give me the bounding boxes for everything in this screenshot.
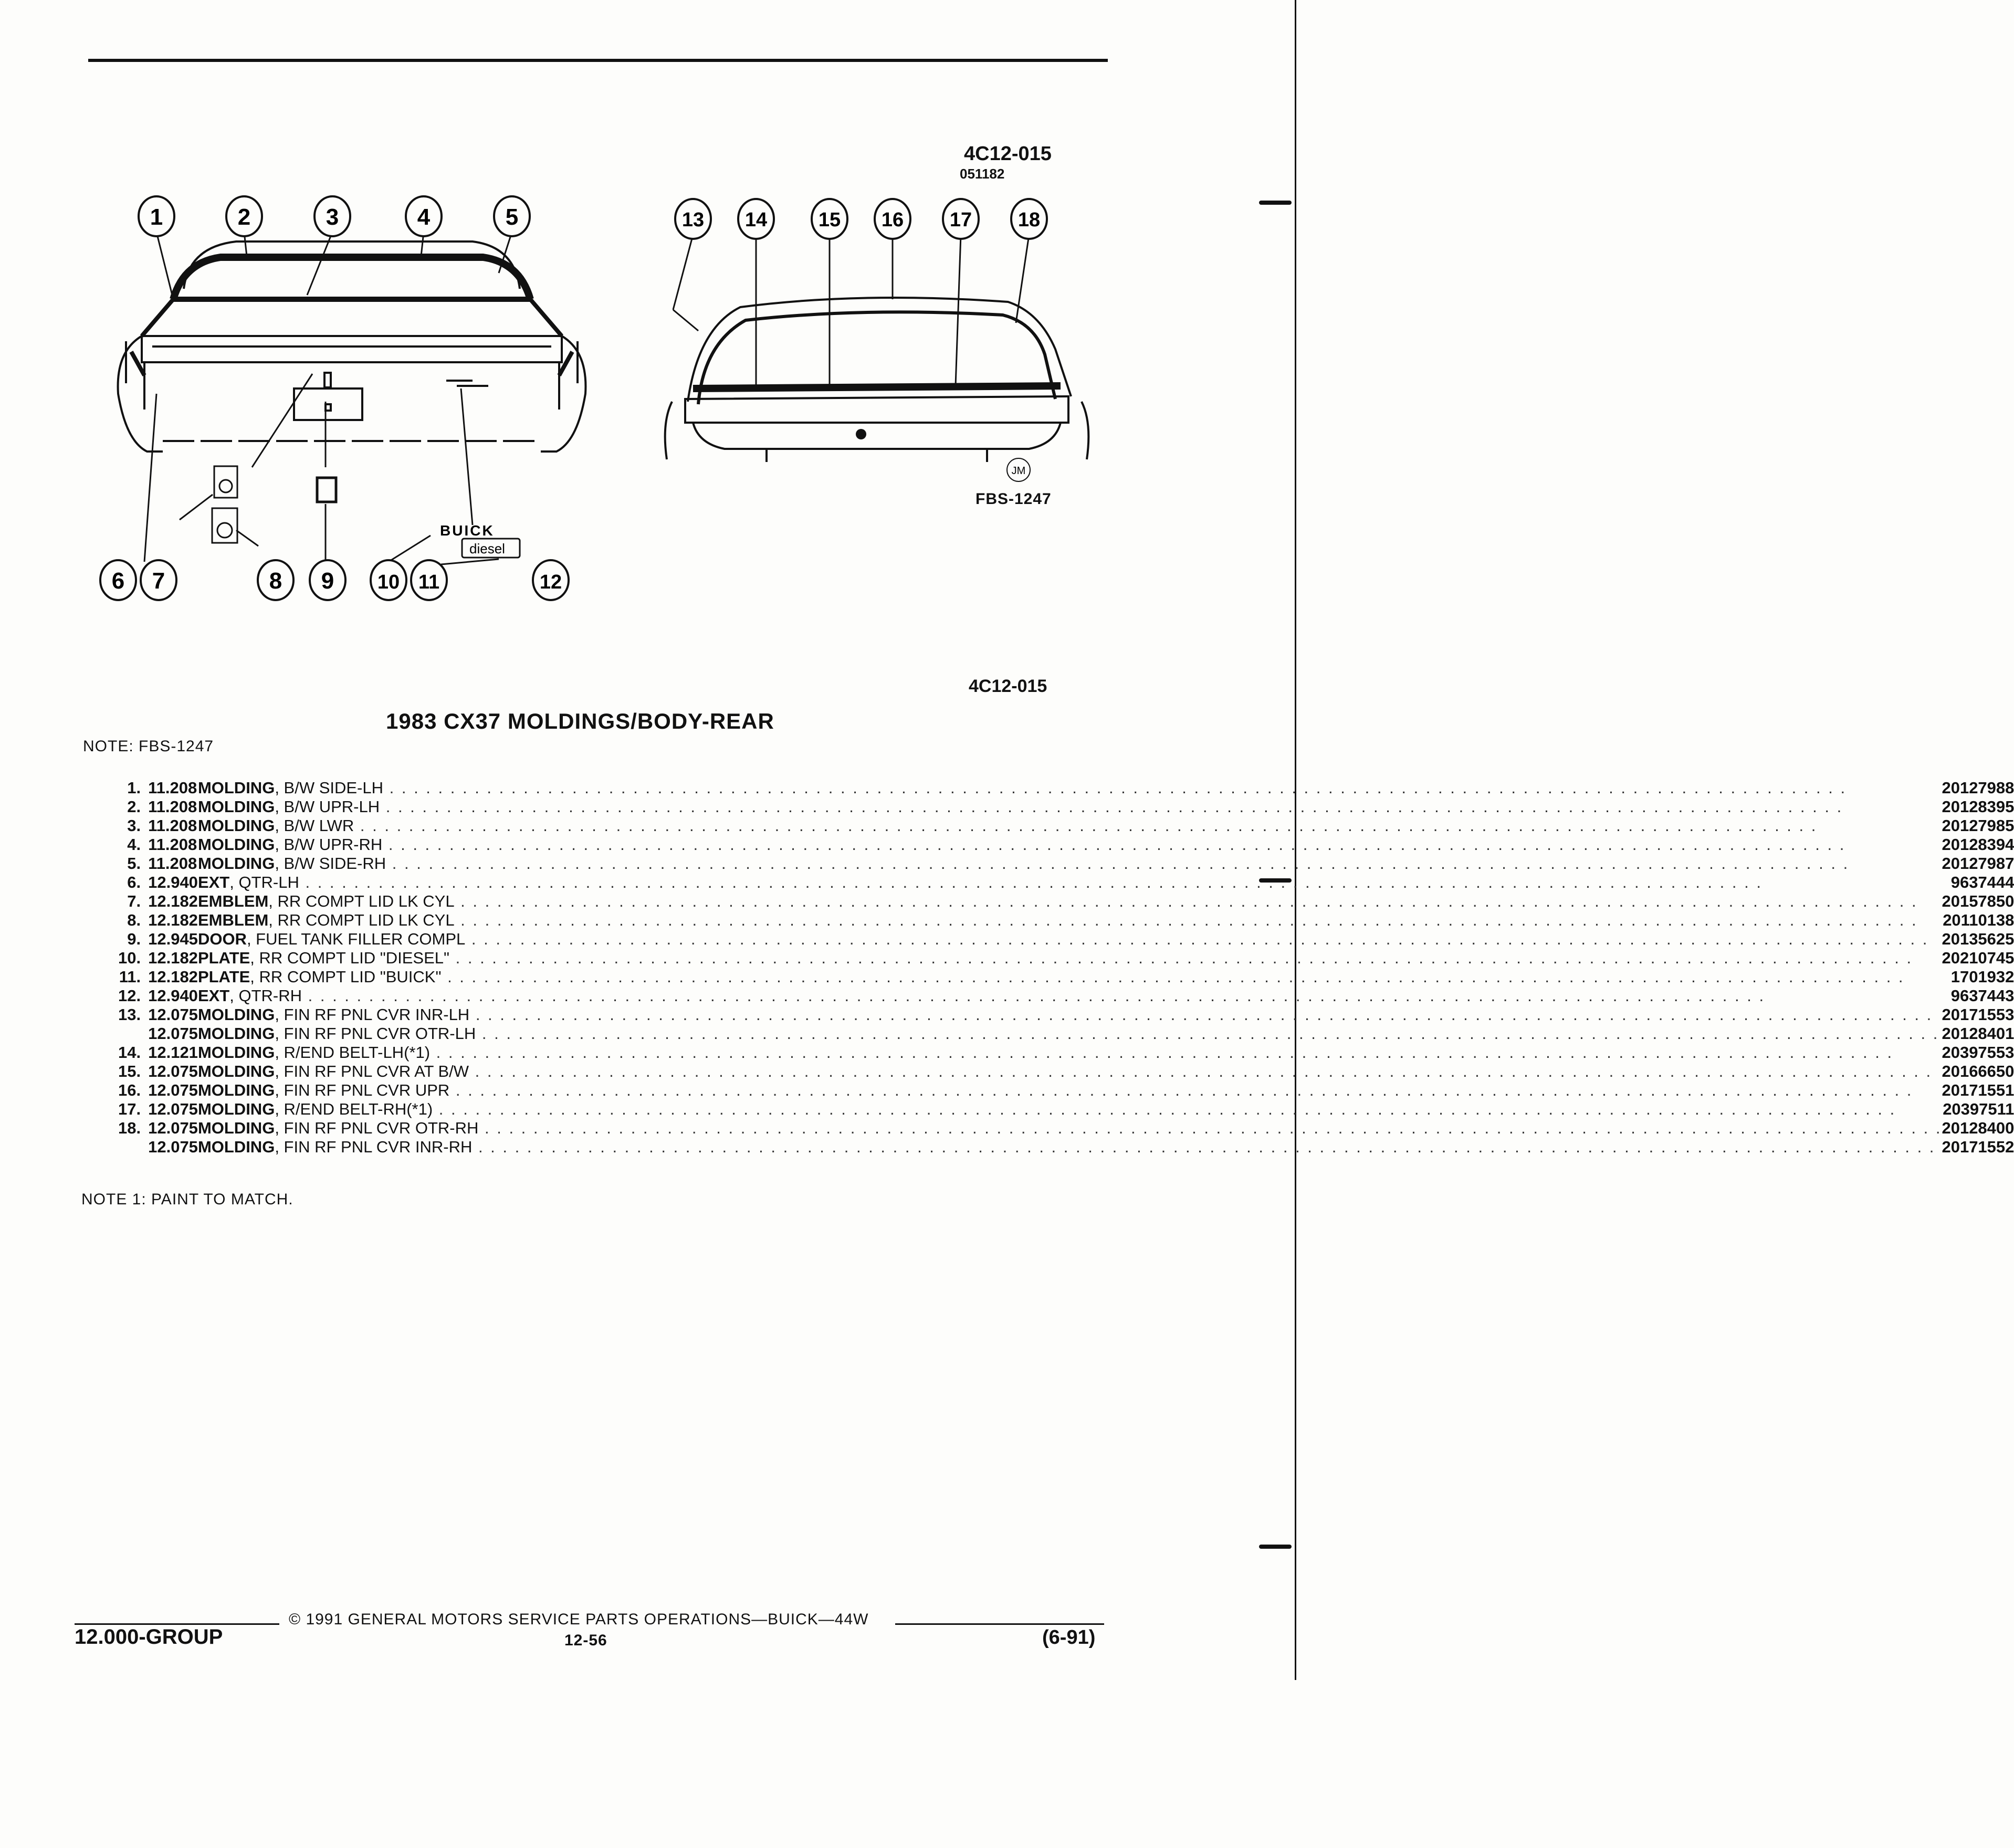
leader-dots: . . . . . . . . . . . . . . . . . . . . . . . . . . . . . . . . . . . . . . . . . . . . . . . . . . . . . . . . . . . . . . . . . . . . . . . . . . . . . . . . . . . . . . . . . . . . . . . . . . . . . . . . . . . . . . . . . . . . . . . . <box>299 873 1763 891</box>
parts-row <box>118 1138 2014 1157</box>
emblem-diesel-text: diesel <box>469 541 505 556</box>
part-detail: , B/W SIDE-LH <box>275 779 384 797</box>
parts-row <box>118 892 2014 911</box>
binding-mark <box>1259 1545 1292 1549</box>
top-rule <box>88 59 1108 62</box>
footer-copyright: © 1991 GENERAL MOTORS SERVICE PARTS OPERATIONS—BUICK—44W <box>289 1611 869 1628</box>
item-number: 11. <box>119 968 141 986</box>
item-number: 18. <box>118 1119 141 1137</box>
part-name: MOLDING <box>197 816 275 835</box>
part-number: 20128394 <box>1942 835 2014 854</box>
item-number: 3. <box>127 816 141 835</box>
part-name: MOLDING <box>197 1043 275 1062</box>
fbs-label: FBS-1247 <box>975 490 1052 508</box>
group-number: 11.208 <box>148 854 197 873</box>
leader-dots: . . . . . . . . . . . . . . . . . . . . . . . . . . . . . . . . . . . . . . . . . . . . . . . . . . . . . . . . . . . . . . . . . . . . . . . . . . . . . . . . . . . . . . . . . . . . . . . . . . . . . . . . . . . . . . . . . . . . . . . . <box>472 1138 1936 1156</box>
parts-row <box>118 949 2014 968</box>
item-number: 15. <box>118 1062 141 1080</box>
callout-6: 6 <box>111 568 125 594</box>
parts-row <box>118 779 2014 797</box>
footnote: NOTE 1: PAINT TO MATCH. <box>81 1191 293 1208</box>
part-detail: , B/W UPR-RH <box>275 835 383 854</box>
part-number: 20210745 <box>1942 949 2014 967</box>
part-detail: , QTR-LH <box>229 873 299 891</box>
leader-dots: . . . . . . . . . . . . . . . . . . . . . . . . . . . . . . . . . . . . . . . . . . . . . . . . . . . . . . . . . . . . . . . . . . . . . . . . . . . . . . . . . . . . . . . . . . . . . . . . . . . . . . . . . . . . . . . . . . . . . . . . <box>454 911 1918 929</box>
item-number: 4. <box>127 835 141 854</box>
group-number: 12.182 <box>148 949 198 967</box>
parts-row <box>118 1024 2014 1043</box>
part-number: 9637444 <box>1950 873 2014 891</box>
parts-row <box>118 835 2014 854</box>
part-number: 20127987 <box>1942 854 2014 873</box>
part-number: 20171551 <box>1942 1081 2014 1099</box>
part-number: 20171553 <box>1942 1005 2014 1024</box>
callout-12: 12 <box>539 571 562 593</box>
leader-dots: . . . . . . . . . . . . . . . . . . . . . . . . . . . . . . . . . . . . . . . . . . . . . . . . . . . . . . . . . . . . . . . . . . . . . . . . . . . . . . . . . . . . . . . . . . . . . . . . . . . . . . . . . . . . . . . . . . . . . . . . <box>354 816 1818 835</box>
parts-row <box>118 854 2014 873</box>
callout-5: 5 <box>505 204 519 230</box>
part-number: 9637443 <box>1950 986 2014 1005</box>
illustration-code: 4C12-015 <box>964 143 1052 165</box>
part-description <box>198 949 1942 968</box>
part-detail: , B/W SIDE-RH <box>275 854 386 873</box>
leader-dots: . . . . . . . . . . . . . . . . . . . . . . . . . . . . . . . . . . . . . . . . . . . . . . . . . . . . . . . . . . . . . . . . . . . . . . . . . . . . . . . . . . . . . . . . . . . . . . . . . . . . . . . . . . . . . . . . . . . . . . . . <box>383 779 1847 797</box>
section-ref-code: 4C12-015 <box>969 676 1047 696</box>
footer-revision: (6-91) <box>1042 1626 1096 1648</box>
part-description <box>198 1081 1942 1100</box>
part-description <box>198 797 1942 816</box>
part-description <box>198 1024 1942 1043</box>
part-description <box>198 911 1942 930</box>
part-detail: , FIN RF PNL CVR OTR-RH <box>275 1119 479 1137</box>
part-detail: , RR COMPT LID LK CYL <box>268 911 455 929</box>
part-description <box>198 892 1942 911</box>
leader-dots: . . . . . . . . . . . . . . . . . . . . . . . . . . . . . . . . . . . . . . . . . . . . . . . . . . . . . . . . . . . . . . . . . . . . . . . . . . . . . . . . . . . . . . . . . . . . . . . . . . . . . . . . . . . . . . . . . . . . . . . . <box>454 892 1918 910</box>
part-number: 20171552 <box>1942 1138 2014 1156</box>
part-description <box>198 986 1942 1005</box>
item-number: 6. <box>127 873 141 891</box>
item-number: 17. <box>118 1100 141 1118</box>
group-number: 12.182 <box>148 892 198 910</box>
callout-13: 13 <box>681 209 705 231</box>
section-title: 1983 CX37 MOLDINGS/BODY-REAR <box>386 709 774 733</box>
callout-4: 4 <box>417 204 431 230</box>
part-description <box>198 1119 1942 1138</box>
part-name: DOOR <box>197 930 247 948</box>
group-number: 12.182 <box>148 911 198 929</box>
part-detail: , B/W LWR <box>275 816 354 835</box>
part-detail: , FIN RF PNL CVR OTR-LH <box>275 1024 476 1043</box>
parts-row <box>118 873 2014 892</box>
group-number: 12.940 <box>148 873 198 891</box>
leader-dots: . . . . . . . . . . . . . . . . . . . . . . . . . . . . . . . . . . . . . . . . . . . . . . . . . . . . . . . . . . . . . . . . . . . . . . . . . . . . . . . . . . . . . . . . . . . . . . . . . . . . . . . . . . . . . . . . . . . . . . . . <box>382 835 1846 854</box>
part-description <box>198 1043 1942 1062</box>
callout-9: 9 <box>321 568 334 594</box>
part-description <box>198 1005 1942 1024</box>
group-number: 12.121 <box>148 1043 198 1062</box>
part-detail: , R/END BELT-LH(*1) <box>275 1043 431 1062</box>
part-number: 20128395 <box>1942 797 2014 816</box>
item-number: 5. <box>127 854 141 873</box>
group-number: 12.075 <box>148 1005 198 1024</box>
item-number: 7. <box>127 892 141 910</box>
part-name: MOLDING <box>197 1005 275 1024</box>
illustration-date: 051182 <box>960 166 1005 182</box>
item-number: 2. <box>127 797 141 816</box>
emblem-buick-text: BUICK <box>440 522 495 539</box>
part-name: MOLDING <box>197 1138 275 1156</box>
callout-15: 15 <box>818 209 841 231</box>
parts-row <box>118 1005 2014 1024</box>
part-number: 20127985 <box>1942 816 2014 835</box>
rear-view-illustration-right <box>641 197 1113 512</box>
group-number: 11.208 <box>148 816 197 835</box>
part-number: 20135625 <box>1942 930 2014 948</box>
parts-row <box>118 1081 2014 1100</box>
part-name: MOLDING <box>197 779 275 797</box>
leader-dots: . . . . . . . . . . . . . . . . . . . . . . . . . . . . . . . . . . . . . . . . . . . . . . . . . . . . . . . . . . . . . . . . . . . . . . . . . . . . . . . . . . . . . . . . . . . . . . . . . . . . . . . . . . . . . . . . . . . . . . . . <box>302 986 1766 1005</box>
group-number: 11.208 <box>148 779 197 797</box>
part-description <box>198 1138 1942 1157</box>
part-description <box>198 873 1942 892</box>
callout-7: 7 <box>152 568 165 594</box>
leader-dots: . . . . . . . . . . . . . . . . . . . . . . . . . . . . . . . . . . . . . . . . . . . . . . . . . . . . . . . . . . . . . . . . . . . . . . . . . . . . . . . . . . . . . . . . . . . . . . . . . . . . . . . . . . . . . . . . . . . . . . . . <box>476 1024 1939 1043</box>
callout-18: 18 <box>1018 209 1041 231</box>
artist-mark: JM <box>1011 465 1026 477</box>
footer-group-label: 12.000-GROUP <box>75 1625 223 1648</box>
callout-3: 3 <box>326 204 339 230</box>
part-name: EMBLEM <box>197 911 269 929</box>
part-name: PLATE <box>197 949 250 967</box>
part-name: PLATE <box>197 968 250 986</box>
leader-dots: . . . . . . . . . . . . . . . . . . . . . . . . . . . . . . . . . . . . . . . . . . . . . . . . . . . . . . . . . . . . . . . . . . . . . . . . . . . . . . . . . . . . . . . . . . . . . . . . . . . . . . . . . . . . . . . . . . . . . . . . <box>380 797 1843 816</box>
group-number: 12.075 <box>148 1062 198 1080</box>
callout-1: 1 <box>150 204 163 230</box>
part-number: 20397553 <box>1942 1043 2014 1062</box>
group-number: 12.075 <box>148 1081 198 1099</box>
group-number: 12.940 <box>148 986 198 1005</box>
leader-dots: . . . . . . . . . . . . . . . . . . . . . . . . . . . . . . . . . . . . . . . . . . . . . . . . . . . . . . . . . . . . . . . . . . . . . . . . . . . . . . . . . . . . . . . . . . . . . . . . . . . . . . . . . . . . . . . . . . . . . . . . <box>386 854 1850 873</box>
part-number: 1701932 <box>1950 968 2014 986</box>
part-description <box>198 1062 1942 1081</box>
group-number: 12.075 <box>148 1024 198 1043</box>
footer-rule-left <box>75 1623 279 1625</box>
part-name: MOLDING <box>197 1081 275 1099</box>
leader-dots: . . . . . . . . . . . . . . . . . . . . . . . . . . . . . . . . . . . . . . . . . . . . . . . . . . . . . . . . . . . . . . . . . . . . . . . . . . . . . . . . . . . . . . . . . . . . . . . . . . . . . . . . . . . . . . . . . . . . . . . . <box>433 1100 1896 1118</box>
part-detail: , FIN RF PNL CVR UPR <box>275 1081 450 1099</box>
part-detail: , FIN RF PNL CVR INR-LH <box>275 1005 470 1024</box>
footer-rule-right <box>895 1623 1104 1625</box>
item-number: 13. <box>118 1005 141 1024</box>
callout-14: 14 <box>744 209 768 231</box>
item-number: 9. <box>127 930 141 948</box>
leader-dots: . . . . . . . . . . . . . . . . . . . . . . . . . . . . . . . . . . . . . . . . . . . . . . . . . . . . . . . . . . . . . . . . . . . . . . . . . . . . . . . . . . . . . . . . . . . . . . . . . . . . . . . . . . . . . . . . . . . . . . . . <box>430 1043 1894 1062</box>
part-number: 20397511 <box>1943 1100 2014 1118</box>
item-number: 12. <box>118 986 141 1005</box>
parts-row <box>118 911 2014 930</box>
part-detail: , RR COMPT LID "BUICK" <box>250 968 442 986</box>
callout-2: 2 <box>237 204 251 230</box>
part-name: EXT <box>197 873 230 891</box>
part-detail: , FUEL TANK FILLER COMPL <box>246 930 466 948</box>
parts-row <box>118 1043 2014 1062</box>
leader-dots: . . . . . . . . . . . . . . . . . . . . . . . . . . . . . . . . . . . . . . . . . . . . . . . . . . . . . . . . . . . . . . . . . . . . . . . . . . . . . . . . . . . . . . . . . . . . . . . . . . . . . . . . . . . . . . . . . . . . . . . . <box>478 1119 1942 1137</box>
part-name: MOLDING <box>197 1024 275 1043</box>
leader-dots: . . . . . . . . . . . . . . . . . . . . . . . . . . . . . . . . . . . . . . . . . . . . . . . . . . . . . . . . . . . . . . . . . . . . . . . . . . . . . . . . . . . . . . . . . . . . . . . . . . . . . . . . . . . . . . . . . . . . . . . . <box>469 1005 1933 1024</box>
leader-dots: . . . . . . . . . . . . . . . . . . . . . . . . . . . . . . . . . . . . . . . . . . . . . . . . . . . . . . . . . . . . . . . . . . . . . . . . . . . . . . . . . . . . . . . . . . . . . . . . . . . . . . . . . . . . . . . . . . . . . . . . <box>449 949 1913 967</box>
part-detail: , RR COMPT LID "DIESEL" <box>250 949 449 967</box>
part-detail: , FIN RF PNL CVR AT B/W <box>275 1062 469 1080</box>
group-number: 12.075 <box>148 1100 198 1118</box>
part-name: MOLDING <box>197 797 275 816</box>
part-number: 20166650 <box>1942 1062 2014 1080</box>
leader-dots: . . . . . . . . . . . . . . . . . . . . . . . . . . . . . . . . . . . . . . . . . . . . . . . . . . . . . . . . . . . . . . . . . . . . . . . . . . . . . . . . . . . . . . . . . . . . . . . . . . . . . . . . . . . . . . . . . . . . . . . . <box>465 930 1929 948</box>
item-number: 1. <box>127 779 141 797</box>
item-number <box>118 1024 148 1043</box>
part-name: EMBLEM <box>197 892 269 910</box>
part-number: 20157850 <box>1942 892 2014 910</box>
group-number: 11.208 <box>148 797 197 816</box>
part-detail: , FIN RF PNL CVR INR-RH <box>275 1138 473 1156</box>
leader-dots: . . . . . . . . . . . . . . . . . . . . . . . . . . . . . . . . . . . . . . . . . . . . . . . . . . . . . . . . . . . . . . . . . . . . . . . . . . . . . . . . . . . . . . . . . . . . . . . . . . . . . . . . . . . . . . . . . . . . . . . . <box>449 1081 1913 1099</box>
group-number: 12.945 <box>148 930 198 948</box>
parts-row <box>118 968 2014 986</box>
section-note: NOTE: FBS-1247 <box>83 738 214 755</box>
parts-row <box>118 1119 2014 1138</box>
part-number: 20128400 <box>1942 1119 2014 1137</box>
part-description <box>198 930 1942 949</box>
item-number: 14. <box>118 1043 141 1062</box>
part-number: 20110138 <box>1943 911 2014 929</box>
parts-row <box>118 797 2014 816</box>
callout-11: 11 <box>418 571 440 593</box>
part-detail: , RR COMPT LID LK CYL <box>268 892 455 910</box>
part-name: MOLDING <box>197 1119 275 1137</box>
callout-17: 17 <box>949 209 972 231</box>
callout-16: 16 <box>881 209 904 231</box>
part-description <box>198 854 1942 873</box>
parts-row <box>118 986 2014 1005</box>
callout-10: 10 <box>377 571 400 593</box>
part-detail: , R/END BELT-RH(*1) <box>275 1100 433 1118</box>
parts-table <box>118 779 2014 1157</box>
part-detail: , B/W UPR-LH <box>275 797 380 816</box>
part-description <box>198 1100 1942 1119</box>
part-name: MOLDING <box>197 1062 275 1080</box>
binding-mark <box>1259 201 1292 205</box>
part-name: MOLDING <box>197 835 275 854</box>
rear-view-illustration-left <box>95 194 599 614</box>
item-number: 10. <box>118 949 141 967</box>
part-name: MOLDING <box>197 1100 275 1118</box>
part-detail: , QTR-RH <box>229 986 302 1005</box>
part-name: MOLDING <box>197 854 275 873</box>
part-description <box>198 835 1942 854</box>
parts-row <box>118 1100 2014 1119</box>
item-number: 16. <box>118 1081 141 1099</box>
footer-page-number: 12-56 <box>564 1632 607 1649</box>
parts-row <box>118 1062 2014 1081</box>
part-description <box>198 968 1942 986</box>
part-description <box>198 816 1942 835</box>
parts-row <box>118 930 2014 949</box>
part-number: 20128401 <box>1942 1024 2014 1043</box>
part-name: EXT <box>197 986 230 1005</box>
group-number: 12.182 <box>148 968 198 986</box>
part-description <box>198 779 1942 797</box>
item-number: 8. <box>127 911 141 929</box>
item-number <box>118 1138 148 1157</box>
parts-row <box>118 816 2014 835</box>
group-number: 11.208 <box>148 835 197 854</box>
group-number: 12.075 <box>148 1119 198 1137</box>
group-number: 12.075 <box>148 1138 198 1156</box>
leader-dots: . . . . . . . . . . . . . . . . . . . . . . . . . . . . . . . . . . . . . . . . . . . . . . . . . . . . . . . . . . . . . . . . . . . . . . . . . . . . . . . . . . . . . . . . . . . . . . . . . . . . . . . . . . . . . . . . . . . . . . . . <box>441 968 1905 986</box>
leader-dots: . . . . . . . . . . . . . . . . . . . . . . . . . . . . . . . . . . . . . . . . . . . . . . . . . . . . . . . . . . . . . . . . . . . . . . . . . . . . . . . . . . . . . . . . . . . . . . . . . . . . . . . . . . . . . . . . . . . . . . . . <box>469 1062 1933 1080</box>
callout-8: 8 <box>269 568 282 594</box>
part-number: 20127988 <box>1942 779 2014 797</box>
